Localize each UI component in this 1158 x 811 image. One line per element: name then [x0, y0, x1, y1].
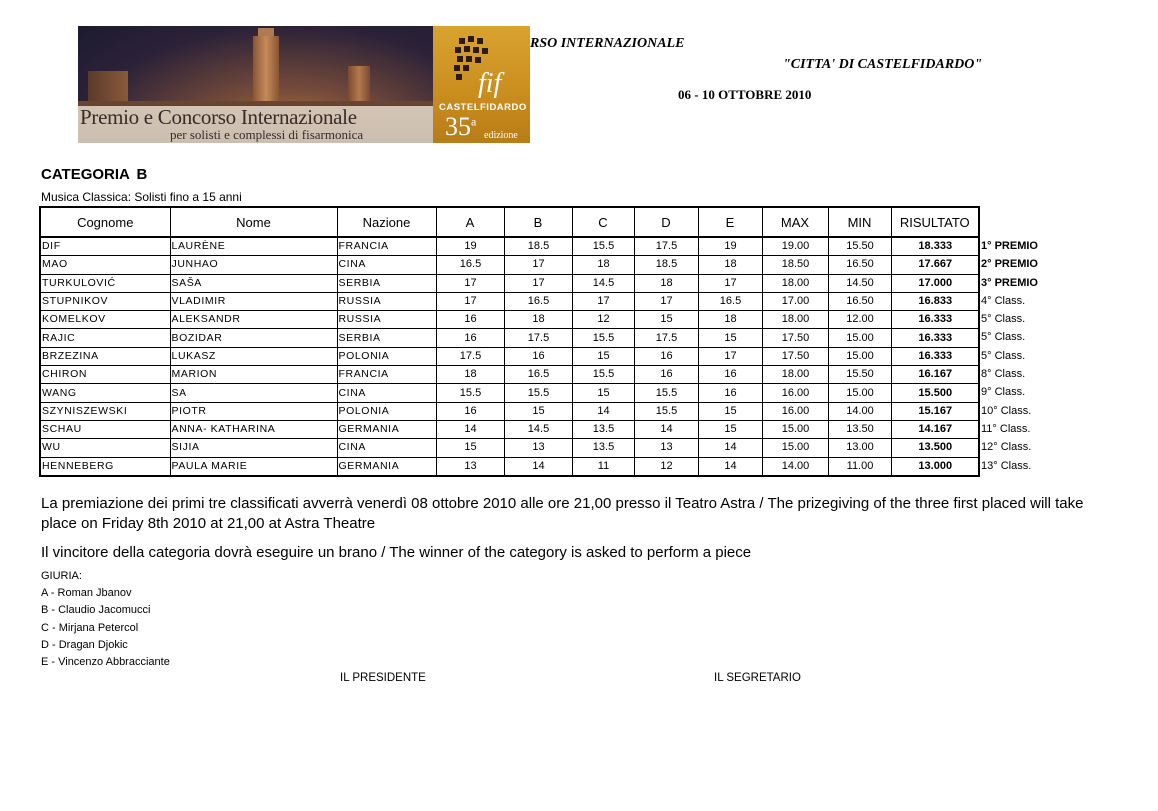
cell-cognome: RAJIC: [40, 329, 170, 347]
cell-a: 16: [436, 329, 504, 347]
cell-nome: LAURÈNE: [170, 237, 337, 256]
cell-d: 12: [634, 457, 698, 476]
cell-a: 18: [436, 366, 504, 384]
cell-nome: MARION: [170, 366, 337, 384]
cell-e: 18: [698, 256, 762, 274]
column-header: A: [436, 207, 504, 237]
cell-cognome: WU: [40, 439, 170, 457]
cell-cognome: SZYNISZEWSKI: [40, 402, 170, 420]
cell-c: 18: [572, 256, 634, 274]
cell-c: 15: [572, 347, 634, 365]
cell-e: 18: [698, 311, 762, 329]
cell-b: 14: [504, 457, 572, 476]
cell-nome: VLADIMIR: [170, 292, 337, 310]
cell-max: 19.00: [762, 237, 828, 256]
cell-min: 14.00: [828, 402, 891, 420]
cell-max: 16.00: [762, 402, 828, 420]
prizegiving-note: La premiazione dei primi tre classificati avverrà venerdì 08 ottobre 2010 alle ore 21,00 presso il Teatro Astra / The prizegiving of the three first placed will take place on Friday 8th 2010 at 21,00 at Astra Theatre: [41, 495, 1084, 532]
cell-e: 17: [698, 274, 762, 292]
header-dates: 06 - 10 OTTOBRE 2010: [678, 87, 812, 102]
cell-nome: ANNA- KATHARINA: [170, 420, 337, 438]
cell-d: 17.5: [634, 329, 698, 347]
cell-max: 16.00: [762, 384, 828, 402]
cell-risultato: 17.000: [891, 274, 979, 292]
cell-cognome: HENNEBERG: [40, 457, 170, 476]
cell-risultato: 16.833: [891, 292, 979, 310]
placement-label: 13° Class.: [981, 459, 1032, 472]
cell-nazione: POLONIA: [337, 347, 436, 365]
cell-b: 13: [504, 439, 572, 457]
jury-member: C - Mirjana Petercol: [41, 621, 139, 634]
cell-min: 12.00: [828, 311, 891, 329]
table-row: [40, 292, 979, 310]
cell-risultato: 18.333: [891, 237, 979, 256]
cell-cognome: BRZEZINA: [40, 347, 170, 365]
cell-min: 13.00: [828, 439, 891, 457]
jury-member: A - Roman Jbanov: [41, 587, 132, 600]
cell-risultato: 14.167: [891, 420, 979, 438]
cell-risultato: 16.333: [891, 347, 979, 365]
cell-nazione: SERBIA: [337, 329, 436, 347]
table-header-row: [40, 207, 979, 237]
cell-b: 17: [504, 256, 572, 274]
cell-nazione: RUSSIA: [337, 311, 436, 329]
cell-c: 13.5: [572, 420, 634, 438]
cell-d: 16: [634, 366, 698, 384]
cell-risultato: 16.333: [891, 311, 979, 329]
column-header: Nome: [170, 207, 337, 237]
column-header: Nazione: [337, 207, 436, 237]
cell-d: 15.5: [634, 402, 698, 420]
table-row: [40, 402, 979, 420]
header-line-1: RSO INTERNAZIONALE: [530, 36, 685, 51]
table-row: [40, 439, 979, 457]
cell-max: 14.00: [762, 457, 828, 476]
cell-b: 16.5: [504, 366, 572, 384]
cell-a: 16: [436, 311, 504, 329]
placement-label: 11° Class.: [981, 422, 1031, 435]
cell-nazione: CINA: [337, 256, 436, 274]
cell-c: 15.5: [572, 366, 634, 384]
cell-e: 16: [698, 384, 762, 402]
cell-nome: PIOTR: [170, 402, 337, 420]
placement-label: 5° Class.: [981, 331, 1026, 344]
cell-min: 13.50: [828, 420, 891, 438]
cell-nome: SIJIA: [170, 439, 337, 457]
cell-d: 18: [634, 274, 698, 292]
cell-max: 15.00: [762, 439, 828, 457]
placement-label: 4° Class.: [981, 294, 1026, 307]
cell-d: 17.5: [634, 237, 698, 256]
cell-b: 17.5: [504, 329, 572, 347]
placement-label: 5° Class.: [981, 349, 1026, 362]
cell-nazione: FRANCIA: [337, 237, 436, 256]
column-header: C: [572, 207, 634, 237]
column-header: E: [698, 207, 762, 237]
table-row: [40, 366, 979, 384]
table-row: [40, 420, 979, 438]
placement-label: 8° Class.: [981, 368, 1026, 381]
cell-max: 18.00: [762, 274, 828, 292]
cell-min: 16.50: [828, 292, 891, 310]
cell-a: 15: [436, 439, 504, 457]
cell-cognome: WANG: [40, 384, 170, 402]
table-row: [40, 384, 979, 402]
winner-note: Il vincitore della categoria dovrà eseguire un brano / The winner of the category is asked to perform a piece: [41, 544, 752, 561]
cell-e: 19: [698, 237, 762, 256]
placement-label: 2° PREMIO: [981, 258, 1038, 271]
cell-max: 18.00: [762, 366, 828, 384]
cell-risultato: 16.333: [891, 329, 979, 347]
cell-c: 14: [572, 402, 634, 420]
placement-label: 1° PREMIO: [981, 240, 1038, 252]
column-header: MAX: [762, 207, 828, 237]
cell-e: 16: [698, 366, 762, 384]
cell-min: 15.00: [828, 347, 891, 365]
column-header: RISULTATO: [891, 207, 979, 237]
cell-e: 15: [698, 420, 762, 438]
jury-label: GIURIA:: [41, 570, 82, 582]
cell-b: 18: [504, 311, 572, 329]
placement-label: 9° Class.: [981, 386, 1026, 399]
logo-city: CASTELFIDARDO: [439, 102, 527, 113]
header-line-2: "CITTA' DI CASTELFIDARDO": [783, 57, 983, 72]
cell-d: 18.5: [634, 256, 698, 274]
cell-cognome: DIF: [40, 237, 170, 256]
table-row: [40, 274, 979, 292]
category-title: CATEGORIA B: [41, 166, 148, 183]
cell-max: 17.50: [762, 347, 828, 365]
jury-list: [41, 568, 170, 671]
placement-label: 12° Class.: [981, 441, 1032, 454]
jury-member: B - Claudio Jacomucci: [41, 604, 151, 617]
banner-subtitle: per solisti e complessi di fisarmonica: [170, 127, 364, 142]
cell-cognome: KOMELKOV: [40, 311, 170, 329]
cell-max: 17.50: [762, 329, 828, 347]
cell-nazione: POLONIA: [337, 402, 436, 420]
cell-nome: LUKASZ: [170, 347, 337, 365]
cell-cognome: MAO: [40, 256, 170, 274]
table-row: [40, 256, 979, 274]
cell-d: 16: [634, 347, 698, 365]
cell-min: 15.00: [828, 384, 891, 402]
cell-risultato: 17.667: [891, 256, 979, 274]
cell-cognome: STUPNIKOV: [40, 292, 170, 310]
cell-nome: PAULA MARIE: [170, 457, 337, 476]
table-row: [40, 457, 979, 476]
cell-risultato: 15.500: [891, 384, 979, 402]
cell-a: 16: [436, 402, 504, 420]
column-header: MIN: [828, 207, 891, 237]
cell-b: 16.5: [504, 292, 572, 310]
cell-nazione: FRANCIA: [337, 366, 436, 384]
cell-risultato: 15.167: [891, 402, 979, 420]
cell-min: 16.50: [828, 256, 891, 274]
cell-a: 19: [436, 237, 504, 256]
cell-nome: BOZIDAR: [170, 329, 337, 347]
table-row: [40, 347, 979, 365]
cell-b: 18.5: [504, 237, 572, 256]
logo-fif-text: fif: [478, 68, 502, 99]
cell-a: 14: [436, 420, 504, 438]
cell-a: 17.5: [436, 347, 504, 365]
cell-risultato: 16.167: [891, 366, 979, 384]
cell-c: 14.5: [572, 274, 634, 292]
cell-cognome: CHIRON: [40, 366, 170, 384]
edition-number: 35$^a$: [445, 112, 477, 141]
cell-e: 14: [698, 439, 762, 457]
fif-logo: [433, 26, 530, 143]
cell-cognome: TURKULOVIĆ: [40, 274, 170, 292]
cell-a: 15.5: [436, 384, 504, 402]
cell-e: 17: [698, 347, 762, 365]
cell-c: 15: [572, 384, 634, 402]
banner-image: [78, 26, 530, 143]
cell-nazione: CINA: [337, 384, 436, 402]
cell-e: 15: [698, 402, 762, 420]
cell-nazione: RUSSIA: [337, 292, 436, 310]
jury-member: D - Dragan Djokic: [41, 638, 128, 651]
jury-member: E - Vincenzo Abbracciante: [41, 655, 170, 668]
placement-label: 10° Class.: [981, 404, 1032, 417]
cell-c: 12: [572, 311, 634, 329]
cell-risultato: 13.500: [891, 439, 979, 457]
cell-a: 17: [436, 274, 504, 292]
cell-b: 16: [504, 347, 572, 365]
cell-nome: SA: [170, 384, 337, 402]
cell-b: 15.5: [504, 384, 572, 402]
cell-nome: ALEKSANDR: [170, 311, 337, 329]
banner-title: Premio e Concorso Internazionale: [80, 105, 357, 129]
table-body: [40, 237, 979, 476]
cell-min: 15.00: [828, 329, 891, 347]
cell-min: 14.50: [828, 274, 891, 292]
results-table: [39, 206, 980, 477]
table-row: [40, 329, 979, 347]
cell-a: 13: [436, 457, 504, 476]
cell-nazione: GERMANIA: [337, 457, 436, 476]
cell-d: 15: [634, 311, 698, 329]
cell-a: 17: [436, 292, 504, 310]
cell-cognome: SCHAU: [40, 420, 170, 438]
cell-min: 15.50: [828, 237, 891, 256]
cell-b: 17: [504, 274, 572, 292]
edition-label: edizione: [484, 130, 518, 141]
cell-c: 17: [572, 292, 634, 310]
cell-c: 15.5: [572, 237, 634, 256]
cell-max: 18.50: [762, 256, 828, 274]
table-row: [40, 311, 979, 329]
cell-max: 17.00: [762, 292, 828, 310]
cell-nazione: GERMANIA: [337, 420, 436, 438]
cell-risultato: 13.000: [891, 457, 979, 476]
column-header: Cognome: [40, 207, 170, 237]
cell-nome: JUNHAO: [170, 256, 337, 274]
cell-b: 14.5: [504, 420, 572, 438]
category-subtitle: Musica Classica: Solisti fino a 15 anni: [41, 190, 242, 204]
cell-e: 16.5: [698, 292, 762, 310]
cell-nazione: CINA: [337, 439, 436, 457]
cell-max: 15.00: [762, 420, 828, 438]
placement-label: 3° PREMIO: [981, 276, 1038, 289]
table-row: [40, 237, 979, 256]
cell-d: 13: [634, 439, 698, 457]
cell-min: 15.50: [828, 366, 891, 384]
cell-nome: SAŠA: [170, 274, 337, 292]
cell-d: 17: [634, 292, 698, 310]
cell-nazione: SERBIA: [337, 274, 436, 292]
cell-b: 15: [504, 402, 572, 420]
cell-d: 14: [634, 420, 698, 438]
cell-e: 14: [698, 457, 762, 476]
cell-c: 11: [572, 457, 634, 476]
placement-column: [981, 237, 1038, 475]
cell-e: 15: [698, 329, 762, 347]
column-header: D: [634, 207, 698, 237]
cell-d: 15.5: [634, 384, 698, 402]
cell-a: 16.5: [436, 256, 504, 274]
cell-c: 13.5: [572, 439, 634, 457]
president-signature: IL PRESIDENTE: [340, 672, 426, 684]
cell-max: 18.00: [762, 311, 828, 329]
secretary-signature: IL SEGRETARIO: [714, 672, 801, 684]
column-header: B: [504, 207, 572, 237]
cell-c: 15.5: [572, 329, 634, 347]
cell-min: 11.00: [828, 457, 891, 476]
placement-label: 5° Class.: [981, 313, 1026, 326]
